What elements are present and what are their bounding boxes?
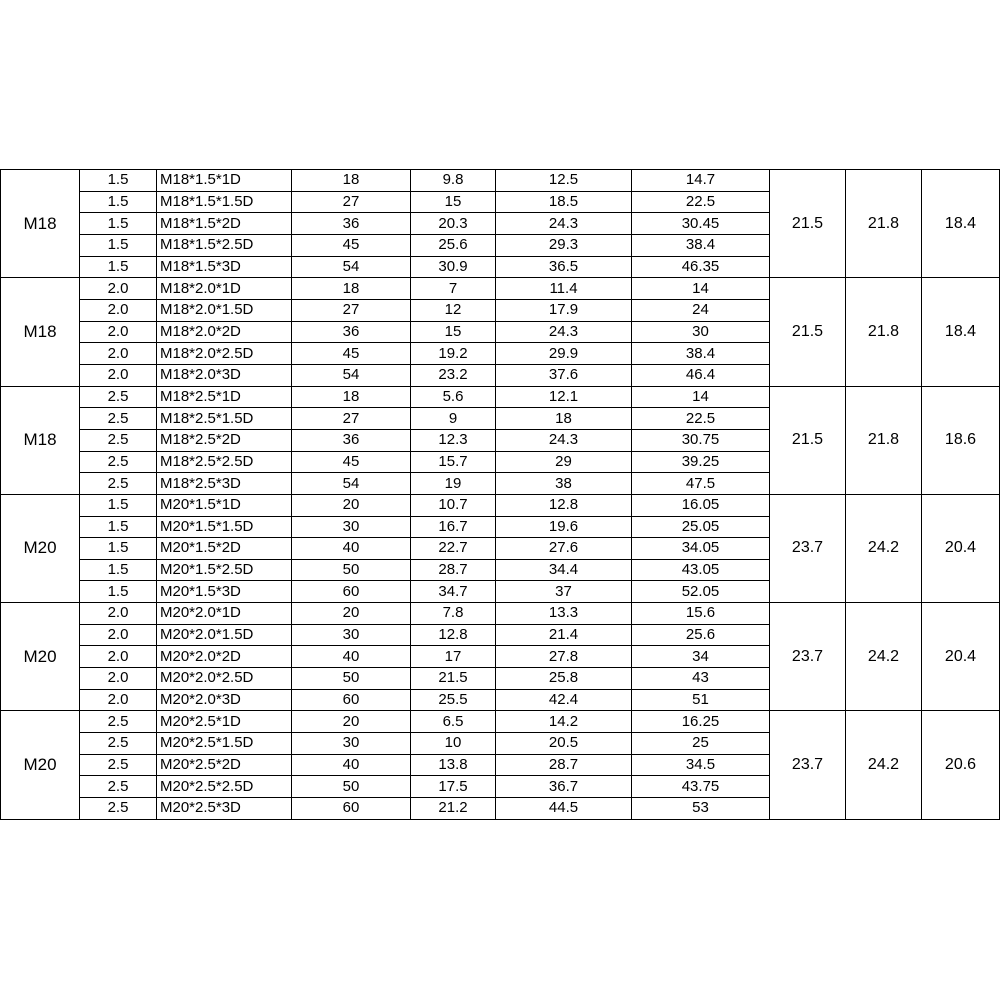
pitch-cell: 2.5 <box>80 733 157 755</box>
value-cell-a: 7.8 <box>411 603 496 625</box>
length-cell: 60 <box>292 581 411 603</box>
value-cell-b: 36.7 <box>496 776 632 798</box>
extra-dimension-b: 21.8 <box>846 170 922 278</box>
length-cell: 40 <box>292 538 411 560</box>
value-cell-b: 19.6 <box>496 516 632 538</box>
value-cell-a: 16.7 <box>411 516 496 538</box>
spec-cell: M20*2.5*3D <box>157 798 292 820</box>
length-cell: 18 <box>292 386 411 408</box>
pitch-cell: 2.0 <box>80 321 157 343</box>
value-cell-b: 27.6 <box>496 538 632 560</box>
pitch-cell: 2.0 <box>80 624 157 646</box>
value-cell-b: 24.3 <box>496 429 632 451</box>
value-cell-c: 34.05 <box>632 538 770 560</box>
length-cell: 20 <box>292 711 411 733</box>
value-cell-a: 21.2 <box>411 798 496 820</box>
value-cell-c: 14.7 <box>632 170 770 192</box>
extra-dimension-a: 23.7 <box>770 711 846 819</box>
value-cell-b: 29.9 <box>496 343 632 365</box>
thread-size-cell: M18 <box>1 278 80 386</box>
value-cell-a: 30.9 <box>411 256 496 278</box>
value-cell-a: 17.5 <box>411 776 496 798</box>
length-cell: 36 <box>292 321 411 343</box>
value-cell-b: 14.2 <box>496 711 632 733</box>
table-row <box>1 603 1000 625</box>
value-cell-c: 15.6 <box>632 603 770 625</box>
value-cell-b: 44.5 <box>496 798 632 820</box>
value-cell-c: 46.35 <box>632 256 770 278</box>
spec-cell: M20*2.0*1D <box>157 603 292 625</box>
extra-dimension-c: 18.4 <box>922 278 1000 386</box>
extra-dimension-a: 21.5 <box>770 386 846 494</box>
pitch-cell: 2.5 <box>80 408 157 430</box>
value-cell-c: 25.05 <box>632 516 770 538</box>
value-cell-c: 46.4 <box>632 364 770 386</box>
length-cell: 18 <box>292 278 411 300</box>
value-cell-c: 53 <box>632 798 770 820</box>
extra-dimension-b: 24.2 <box>846 603 922 711</box>
extra-dimension-a: 23.7 <box>770 494 846 602</box>
value-cell-a: 28.7 <box>411 559 496 581</box>
value-cell-c: 43 <box>632 668 770 690</box>
table-body <box>1 170 1000 820</box>
value-cell-c: 34.5 <box>632 754 770 776</box>
pitch-cell: 1.5 <box>80 516 157 538</box>
length-cell: 30 <box>292 733 411 755</box>
value-cell-a: 20.3 <box>411 213 496 235</box>
value-cell-a: 22.7 <box>411 538 496 560</box>
value-cell-a: 15 <box>411 321 496 343</box>
spec-cell: M18*2.5*2.5D <box>157 451 292 473</box>
value-cell-a: 13.8 <box>411 754 496 776</box>
table-row <box>1 711 1000 733</box>
value-cell-c: 30.45 <box>632 213 770 235</box>
length-cell: 36 <box>292 213 411 235</box>
thread-size-cell: M20 <box>1 494 80 602</box>
extra-dimension-c: 18.4 <box>922 170 1000 278</box>
spec-cell: M20*1.5*2.5D <box>157 559 292 581</box>
spec-cell: M18*2.5*2D <box>157 429 292 451</box>
spec-cell: M18*2.0*2D <box>157 321 292 343</box>
pitch-cell: 2.5 <box>80 429 157 451</box>
pitch-cell: 1.5 <box>80 256 157 278</box>
length-cell: 18 <box>292 170 411 192</box>
value-cell-c: 14 <box>632 278 770 300</box>
value-cell-c: 24 <box>632 299 770 321</box>
extra-dimension-c: 20.4 <box>922 494 1000 602</box>
length-cell: 54 <box>292 473 411 495</box>
spec-cell: M18*1.5*1.5D <box>157 191 292 213</box>
pitch-cell: 1.5 <box>80 559 157 581</box>
spec-cell: M18*1.5*1D <box>157 170 292 192</box>
spec-cell: M20*2.0*3D <box>157 689 292 711</box>
pitch-cell: 2.0 <box>80 299 157 321</box>
length-cell: 27 <box>292 299 411 321</box>
pitch-cell: 1.5 <box>80 581 157 603</box>
value-cell-b: 25.8 <box>496 668 632 690</box>
value-cell-c: 43.05 <box>632 559 770 581</box>
value-cell-c: 38.4 <box>632 343 770 365</box>
value-cell-b: 37.6 <box>496 364 632 386</box>
spec-cell: M18*2.5*1D <box>157 386 292 408</box>
value-cell-a: 9.8 <box>411 170 496 192</box>
spec-cell: M18*1.5*2.5D <box>157 234 292 256</box>
value-cell-a: 34.7 <box>411 581 496 603</box>
length-cell: 40 <box>292 646 411 668</box>
value-cell-c: 25.6 <box>632 624 770 646</box>
value-cell-b: 18 <box>496 408 632 430</box>
value-cell-c: 30 <box>632 321 770 343</box>
length-cell: 54 <box>292 364 411 386</box>
pitch-cell: 1.5 <box>80 538 157 560</box>
value-cell-a: 25.5 <box>411 689 496 711</box>
extra-dimension-c: 18.6 <box>922 386 1000 494</box>
value-cell-c: 22.5 <box>632 408 770 430</box>
extra-dimension-a: 23.7 <box>770 603 846 711</box>
length-cell: 30 <box>292 624 411 646</box>
length-cell: 45 <box>292 343 411 365</box>
length-cell: 60 <box>292 798 411 820</box>
value-cell-a: 25.6 <box>411 234 496 256</box>
pitch-cell: 1.5 <box>80 191 157 213</box>
spec-cell: M18*2.0*3D <box>157 364 292 386</box>
pitch-cell: 2.0 <box>80 603 157 625</box>
value-cell-a: 19.2 <box>411 343 496 365</box>
value-cell-b: 29.3 <box>496 234 632 256</box>
spec-cell: M20*2.5*2.5D <box>157 776 292 798</box>
value-cell-b: 12.5 <box>496 170 632 192</box>
table-row <box>1 278 1000 300</box>
value-cell-a: 7 <box>411 278 496 300</box>
value-cell-b: 42.4 <box>496 689 632 711</box>
spec-cell: M20*1.5*1D <box>157 494 292 516</box>
pitch-cell: 2.5 <box>80 386 157 408</box>
value-cell-c: 39.25 <box>632 451 770 473</box>
pitch-cell: 2.0 <box>80 278 157 300</box>
value-cell-b: 24.3 <box>496 321 632 343</box>
value-cell-c: 22.5 <box>632 191 770 213</box>
spec-cell: M18*1.5*2D <box>157 213 292 235</box>
spec-cell: M18*2.5*3D <box>157 473 292 495</box>
value-cell-b: 13.3 <box>496 603 632 625</box>
length-cell: 30 <box>292 516 411 538</box>
pitch-cell: 1.5 <box>80 213 157 235</box>
pitch-cell: 2.5 <box>80 711 157 733</box>
value-cell-a: 12.3 <box>411 429 496 451</box>
value-cell-a: 6.5 <box>411 711 496 733</box>
value-cell-b: 11.4 <box>496 278 632 300</box>
value-cell-a: 12.8 <box>411 624 496 646</box>
value-cell-c: 30.75 <box>632 429 770 451</box>
value-cell-b: 20.5 <box>496 733 632 755</box>
value-cell-a: 10.7 <box>411 494 496 516</box>
length-cell: 20 <box>292 494 411 516</box>
value-cell-a: 9 <box>411 408 496 430</box>
value-cell-b: 38 <box>496 473 632 495</box>
spec-cell: M18*2.0*1D <box>157 278 292 300</box>
thread-size-cell: M18 <box>1 386 80 494</box>
length-cell: 60 <box>292 689 411 711</box>
length-cell: 45 <box>292 234 411 256</box>
value-cell-c: 14 <box>632 386 770 408</box>
length-cell: 40 <box>292 754 411 776</box>
value-cell-c: 52.05 <box>632 581 770 603</box>
length-cell: 50 <box>292 776 411 798</box>
spec-cell: M20*2.0*2D <box>157 646 292 668</box>
value-cell-b: 37 <box>496 581 632 603</box>
extra-dimension-a: 21.5 <box>770 170 846 278</box>
table-row <box>1 386 1000 408</box>
pitch-cell: 2.5 <box>80 798 157 820</box>
pitch-cell: 2.5 <box>80 451 157 473</box>
value-cell-a: 19 <box>411 473 496 495</box>
spec-cell: M20*1.5*1.5D <box>157 516 292 538</box>
value-cell-b: 12.1 <box>496 386 632 408</box>
table-row <box>1 170 1000 192</box>
pitch-cell: 1.5 <box>80 494 157 516</box>
value-cell-c: 47.5 <box>632 473 770 495</box>
spec-cell: M20*2.5*1.5D <box>157 733 292 755</box>
length-cell: 27 <box>292 408 411 430</box>
spec-cell: M20*1.5*2D <box>157 538 292 560</box>
thread-insert-spec-table <box>0 169 1000 820</box>
length-cell: 50 <box>292 559 411 581</box>
value-cell-c: 34 <box>632 646 770 668</box>
value-cell-a: 12 <box>411 299 496 321</box>
value-cell-b: 21.4 <box>496 624 632 646</box>
thread-size-cell: M20 <box>1 603 80 711</box>
pitch-cell: 2.0 <box>80 689 157 711</box>
value-cell-a: 21.5 <box>411 668 496 690</box>
value-cell-b: 28.7 <box>496 754 632 776</box>
pitch-cell: 2.0 <box>80 364 157 386</box>
value-cell-b: 17.9 <box>496 299 632 321</box>
spec-cell: M18*1.5*3D <box>157 256 292 278</box>
length-cell: 27 <box>292 191 411 213</box>
extra-dimension-b: 21.8 <box>846 386 922 494</box>
extra-dimension-c: 20.6 <box>922 711 1000 819</box>
value-cell-b: 12.8 <box>496 494 632 516</box>
length-cell: 20 <box>292 603 411 625</box>
value-cell-a: 15 <box>411 191 496 213</box>
value-cell-a: 5.6 <box>411 386 496 408</box>
value-cell-b: 27.8 <box>496 646 632 668</box>
pitch-cell: 1.5 <box>80 170 157 192</box>
value-cell-a: 15.7 <box>411 451 496 473</box>
spec-cell: M20*2.5*1D <box>157 711 292 733</box>
value-cell-b: 18.5 <box>496 191 632 213</box>
value-cell-b: 29 <box>496 451 632 473</box>
value-cell-c: 51 <box>632 689 770 711</box>
spec-cell: M20*2.0*2.5D <box>157 668 292 690</box>
spec-cell: M20*2.0*1.5D <box>157 624 292 646</box>
value-cell-b: 36.5 <box>496 256 632 278</box>
spec-cell: M20*2.5*2D <box>157 754 292 776</box>
length-cell: 45 <box>292 451 411 473</box>
pitch-cell: 2.0 <box>80 646 157 668</box>
value-cell-a: 10 <box>411 733 496 755</box>
extra-dimension-b: 24.2 <box>846 494 922 602</box>
value-cell-c: 38.4 <box>632 234 770 256</box>
pitch-cell: 2.5 <box>80 473 157 495</box>
pitch-cell: 2.5 <box>80 754 157 776</box>
extra-dimension-b: 21.8 <box>846 278 922 386</box>
extra-dimension-b: 24.2 <box>846 711 922 819</box>
pitch-cell: 2.5 <box>80 776 157 798</box>
value-cell-b: 24.3 <box>496 213 632 235</box>
value-cell-a: 17 <box>411 646 496 668</box>
value-cell-b: 34.4 <box>496 559 632 581</box>
value-cell-a: 23.2 <box>411 364 496 386</box>
thread-size-cell: M18 <box>1 170 80 278</box>
length-cell: 50 <box>292 668 411 690</box>
value-cell-c: 43.75 <box>632 776 770 798</box>
table-row <box>1 494 1000 516</box>
thread-size-cell: M20 <box>1 711 80 819</box>
spec-cell: M20*1.5*3D <box>157 581 292 603</box>
length-cell: 54 <box>292 256 411 278</box>
value-cell-c: 16.05 <box>632 494 770 516</box>
pitch-cell: 2.0 <box>80 343 157 365</box>
length-cell: 36 <box>292 429 411 451</box>
value-cell-c: 25 <box>632 733 770 755</box>
extra-dimension-a: 21.5 <box>770 278 846 386</box>
spec-cell: M18*2.5*1.5D <box>157 408 292 430</box>
value-cell-c: 16.25 <box>632 711 770 733</box>
spec-cell: M18*2.0*2.5D <box>157 343 292 365</box>
spec-cell: M18*2.0*1.5D <box>157 299 292 321</box>
pitch-cell: 2.0 <box>80 668 157 690</box>
pitch-cell: 1.5 <box>80 234 157 256</box>
extra-dimension-c: 20.4 <box>922 603 1000 711</box>
